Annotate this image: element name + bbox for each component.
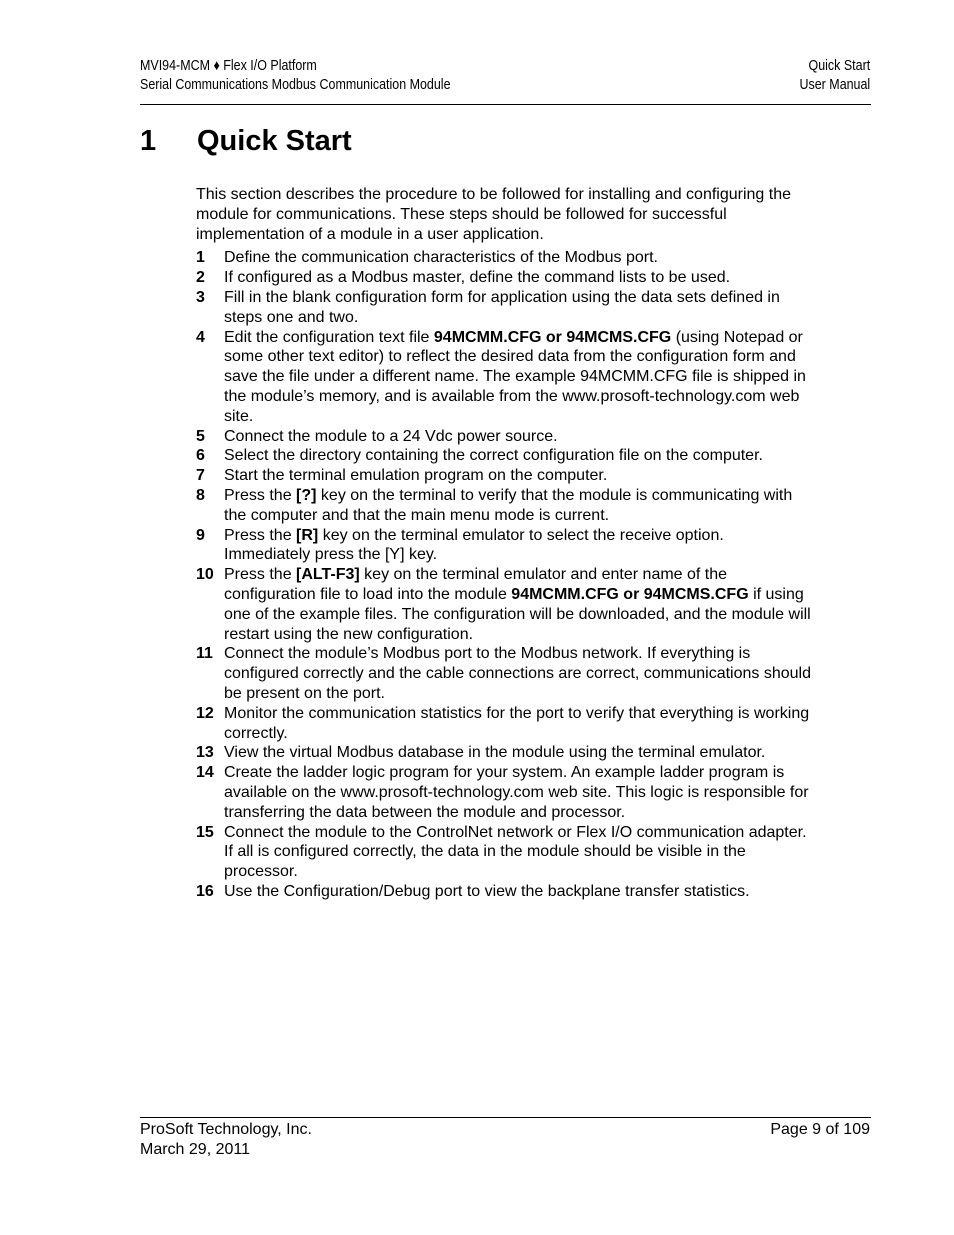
step-number: 10 [196, 566, 214, 584]
step-text: Edit the configuration text file [224, 328, 434, 346]
footer-left [140, 1120, 312, 1159]
step-item [196, 743, 814, 763]
step-text: View the virtual Modbus database in the module using the terminal emulator. [224, 744, 766, 762]
step-number: 3 [196, 288, 205, 306]
step-text: Start the terminal emulation program on the computer. [224, 467, 608, 485]
step-text: Connect the module to the ControlNet network or Flex I/O communication adapter. If all is configured correctly, the data in the module should be visible in the processor. [224, 823, 807, 881]
step-emphasis: 94MCMM.CFG or 94MCMS.CFG [511, 585, 749, 603]
step-number: 8 [196, 486, 205, 504]
section-title: Quick Start [197, 125, 352, 157]
step-text: Press the [224, 486, 297, 504]
step-item [196, 268, 814, 288]
step-item [196, 328, 814, 427]
step-item [196, 288, 814, 328]
step-text: key on the terminal emulator and enter name of the configuration file to load into the module [224, 566, 728, 603]
step-text: Monitor the communication statistics for the port to verify that everything is working correctly. [224, 704, 810, 742]
step-text: Fill in the blank configuration form for application using the data sets defined in steps one and two. [224, 288, 780, 326]
step-item [196, 565, 814, 644]
step-number: 15 [196, 823, 214, 841]
step-number: 12 [196, 704, 214, 722]
footer-company: ProSoft Technology, Inc. [140, 1121, 312, 1138]
step-number: 2 [196, 269, 205, 287]
footer-divider [140, 1117, 871, 1118]
step-item [196, 466, 814, 486]
step-text: Press the [224, 526, 297, 544]
step-item [196, 486, 814, 526]
step-item [196, 704, 814, 744]
step-item [196, 248, 814, 268]
step-number: 6 [196, 447, 205, 465]
step-number: 13 [196, 744, 214, 762]
step-text: If configured as a Modbus master, define the command lists to be used. [224, 269, 731, 287]
step-text: key on the terminal to verify that the module is communicating with the computer and that the main menu mode is current. [224, 486, 793, 524]
step-text: Use the Configuration/Debug port to view the backplane transfer statistics. [224, 882, 750, 900]
step-text: Create the ladder logic program for your system. An example ladder program is available on the www.prosoft-technology.com web site. This logic is responsible for transferring the data between the module and processor. [224, 764, 809, 821]
step-number: 9 [196, 526, 205, 544]
step-emphasis: 94MCMM.CFG or 94MCMS.CFG [433, 328, 672, 346]
step-number: 4 [196, 328, 205, 346]
step-number: 11 [196, 645, 213, 663]
step-text: if using one of the example files. The configuration will be downloaded, and the module will restart using the new configuration. [224, 585, 811, 643]
step-number: 5 [196, 427, 205, 445]
steps-list [196, 248, 814, 901]
step-text: Connect the module’s Modbus port to the Modbus network. If everything is configured correctly and the cable connections are correct, communications should be present on the port. [224, 645, 811, 702]
step-emphasis: [ALT-F3] [296, 566, 360, 584]
footer-page-number: Page 9 of 109 [770, 1121, 870, 1138]
section-body [196, 185, 814, 902]
step-item [196, 823, 814, 882]
step-number: 16 [196, 882, 214, 900]
section-heading [140, 123, 352, 159]
running-header-right [799, 57, 870, 95]
header-product-title: MVI94-MCM ♦ Flex I/O Platform [140, 58, 317, 74]
step-text: Define the communication characteristics of the Modbus port. [224, 249, 658, 267]
step-text: key on the terminal emulator to select the receive option. Immediately press the [Y] key. [224, 526, 724, 564]
step-item [196, 644, 814, 703]
running-header-left [140, 57, 451, 95]
step-emphasis: [?] [296, 486, 317, 504]
header-chapter: Quick Start [808, 58, 870, 74]
section-number: 1 [140, 125, 157, 157]
step-emphasis: [R] [296, 526, 319, 544]
header-doc-type: User Manual [799, 77, 870, 93]
footer-right [770, 1120, 870, 1140]
step-number: 1 [196, 249, 205, 267]
step-item [196, 446, 814, 466]
footer-date: March 29, 2011 [140, 1140, 250, 1158]
step-text: Connect the module to a 24 Vdc power source. [224, 427, 558, 445]
step-item [196, 427, 814, 447]
header-product-subtitle: Serial Communications Modbus Communication Module [140, 77, 451, 93]
step-item [196, 763, 814, 822]
step-number: 14 [196, 764, 214, 782]
step-number: 7 [196, 467, 205, 485]
header-divider [140, 104, 871, 105]
intro-paragraph: This section describes the procedure to be followed for installing and configuring the module for communications. These steps should be followed for successful implementation of a module in a user application. [196, 186, 792, 243]
step-item [196, 882, 814, 902]
step-item [196, 526, 814, 566]
step-text: (using Notepad or some other text editor) to reflect the desired data from the configuration form and save the file under a different name. The example 94MCMM.CFG file is shipped in the module’s memory, and is available from the www.prosoft-technology.com web site. [224, 328, 806, 425]
step-text: Select the directory containing the correct configuration file on the computer. [224, 447, 763, 465]
step-text: Press the [224, 566, 297, 584]
